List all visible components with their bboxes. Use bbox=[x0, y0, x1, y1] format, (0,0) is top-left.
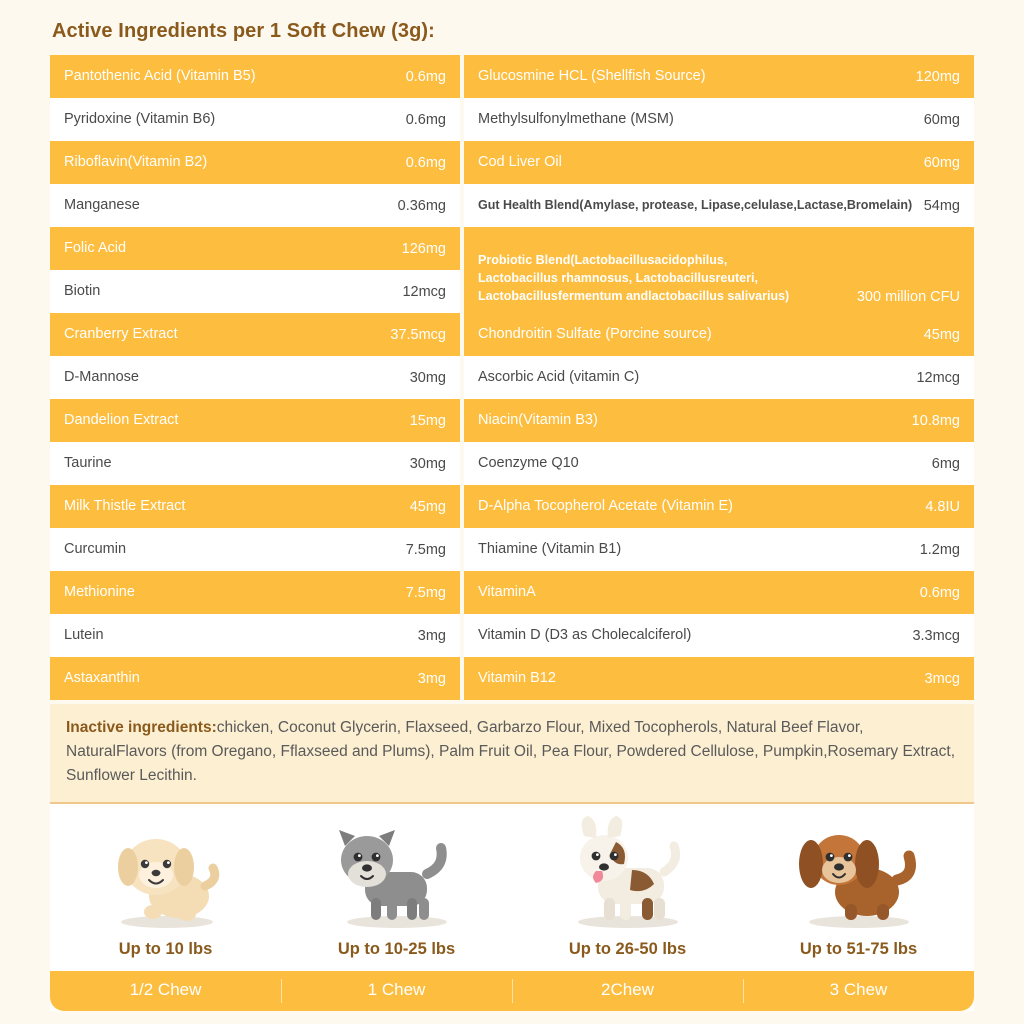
ingredient-name: Dandelion Extract bbox=[64, 412, 179, 429]
dog-size-cell bbox=[743, 812, 974, 965]
page-title: Active Ingredients per 1 Soft Chew (3g): bbox=[52, 20, 435, 42]
ingredient-name: Vitamin B12 bbox=[478, 670, 556, 687]
dose-row bbox=[50, 971, 974, 1011]
ingredient-amount: 3.3mcg bbox=[912, 627, 960, 644]
ingredient-row bbox=[50, 614, 460, 657]
ingredient-row bbox=[464, 313, 974, 356]
ingredient-name: Astaxanthin bbox=[64, 670, 140, 687]
ingredient-name: Cod Liver Oil bbox=[478, 154, 562, 171]
ingredient-amount: 12mcg bbox=[916, 369, 960, 386]
ingredient-row bbox=[464, 614, 974, 657]
ingredient-amount: 30mg bbox=[409, 455, 446, 472]
ingredient-row bbox=[50, 55, 460, 98]
inactive-ingredients-text: chicken, Coconut Glycerin, Flaxseed, Garbarzo Flour, Mixed Tocopherols, Natural Beef Flavor, NaturalFlavors (from Oregano, Fflaxseed and Plums), Palm Fruit Oil, Pea Flour, Powdered Cellulose, Pumpkin,Rosemary Extract, Sunflower Lecithin. bbox=[66, 719, 955, 785]
ingredient-name: D-Alpha Tocopherol Acetate (Vitamin E) bbox=[478, 498, 733, 515]
dog-size-cell bbox=[512, 812, 743, 965]
ingredient-name: Thiamine (Vitamin B1) bbox=[478, 541, 622, 558]
ingredient-amount: 0.6mg bbox=[405, 68, 446, 85]
cream-puppy-icon bbox=[101, 812, 231, 930]
ingredient-name: Vitamin D (D3 as Cholecalciferol) bbox=[478, 627, 692, 644]
ingredient-row bbox=[464, 399, 974, 442]
ingredient-amount: 7.5mg bbox=[405, 584, 446, 601]
ingredient-row bbox=[464, 485, 974, 528]
dog-weight-label: Up to 51-75 lbs bbox=[799, 940, 918, 959]
dog-illustrations-row bbox=[50, 812, 974, 965]
ingredient-amount: 12mcg bbox=[402, 283, 446, 300]
ingredient-amount: 0.6mg bbox=[919, 584, 960, 601]
ingredient-row bbox=[50, 528, 460, 571]
ingredient-row bbox=[464, 657, 974, 700]
ingredient-amount: 120mg bbox=[915, 68, 960, 85]
ingredient-amount: 30mg bbox=[409, 369, 446, 386]
ingredient-row bbox=[464, 528, 974, 571]
ingredient-name: Methylsulfonylmethane (MSM) bbox=[478, 111, 674, 128]
ingredient-name: Glucosmine HCL (Shellfish Source) bbox=[478, 68, 706, 85]
ingredient-amount: 126mg bbox=[401, 240, 446, 257]
ingredient-row bbox=[50, 442, 460, 485]
ingredient-name: Chondroitin Sulfate (Porcine source) bbox=[478, 326, 712, 343]
ingredient-row bbox=[464, 98, 974, 141]
ingredient-name: Gut Health Blend(Amylase, protease, Lipase,celulase,Lactase,Bromelain) bbox=[478, 197, 913, 212]
ingredient-row bbox=[50, 270, 460, 313]
ingredient-name: Niacin(Vitamin B3) bbox=[478, 412, 598, 429]
dose-label: 3 Chew bbox=[743, 971, 974, 1011]
ingredient-amount: 3mcg bbox=[924, 670, 960, 687]
ingredient-row bbox=[464, 442, 974, 485]
cream-puppy-icon bbox=[101, 812, 231, 930]
ingredient-name: D-Mannose bbox=[64, 369, 139, 386]
ingredient-row bbox=[464, 571, 974, 614]
ingredient-row bbox=[50, 657, 460, 700]
inactive-ingredients bbox=[50, 704, 974, 804]
ingredient-row bbox=[50, 571, 460, 614]
grey-schnauzer-icon bbox=[327, 812, 467, 930]
dog-weight-label: Up to 10 lbs bbox=[118, 940, 213, 959]
ingredient-amount: 37.5mcg bbox=[390, 326, 446, 343]
ingredient-amount: 3mg bbox=[417, 670, 446, 687]
ingredient-row bbox=[50, 184, 460, 227]
ingredient-amount: 300 million CFU bbox=[856, 289, 960, 305]
dose-label: 1/2 Chew bbox=[129, 980, 202, 1000]
ingredient-name: Pyridoxine (Vitamin B6) bbox=[64, 111, 216, 128]
ingredient-amount: 7.5mg bbox=[405, 541, 446, 558]
ingredient-row bbox=[464, 184, 974, 227]
ingredient-name: Ascorbic Acid (vitamin C) bbox=[478, 369, 640, 386]
dog-size-cell bbox=[281, 812, 512, 965]
ingredient-name: Curcumin bbox=[64, 541, 127, 558]
ingredient-amount: 60mg bbox=[923, 111, 960, 128]
dose-label: 1 Chew bbox=[281, 971, 512, 1011]
ingredient-amount: 6mg bbox=[931, 455, 960, 472]
ingredient-row bbox=[464, 356, 974, 399]
ingredient-amount: 54mg bbox=[923, 197, 960, 214]
ingredient-name: Probiotic Blend(Lactobacillusacidophilus, Lactobacillus rhamnosus, Lactobacillusreuteri, Lactobacillusfermentum andlactobacillus salivarius) bbox=[478, 252, 790, 303]
ingredient-row bbox=[464, 55, 974, 98]
ingredient-row bbox=[50, 399, 460, 442]
ingredient-column-right bbox=[464, 55, 974, 700]
ingredient-name: VitaminA bbox=[478, 584, 536, 601]
ingredient-name: Coenzyme Q10 bbox=[478, 455, 579, 472]
inactive-ingredients-label: Inactive ingredients: bbox=[66, 719, 217, 736]
ingredient-row bbox=[50, 98, 460, 141]
ingredient-name: Folic Acid bbox=[64, 240, 127, 257]
ingredient-table bbox=[50, 55, 974, 700]
ingredient-row bbox=[464, 141, 974, 184]
dose-label: 2Chew bbox=[512, 971, 743, 1011]
dosage-size-chart bbox=[50, 804, 974, 1011]
ingredient-column-left bbox=[50, 55, 460, 700]
ingredient-amount: 45mg bbox=[923, 326, 960, 343]
ingredient-amount: 15mg bbox=[409, 412, 446, 429]
ingredient-name: Methionine bbox=[64, 584, 135, 601]
ingredient-amount: 0.36mg bbox=[397, 197, 446, 214]
ingredient-row bbox=[50, 485, 460, 528]
ingredient-row bbox=[50, 356, 460, 399]
white-brown-terrier-icon bbox=[558, 812, 698, 930]
ingredient-amount: 3mg bbox=[417, 627, 446, 644]
grey-schnauzer-icon bbox=[327, 812, 467, 930]
ingredient-name: Milk Thistle Extract bbox=[64, 498, 186, 515]
dog-weight-label: Up to 26-50 lbs bbox=[568, 940, 687, 959]
ingredient-amount: 45mg bbox=[409, 498, 446, 515]
white-brown-terrier-icon bbox=[558, 812, 698, 930]
ingredient-amount: 0.6mg bbox=[405, 111, 446, 128]
ingredient-row bbox=[50, 227, 460, 270]
ingredient-amount: 60mg bbox=[923, 154, 960, 171]
dog-size-cell bbox=[50, 812, 281, 965]
ingredient-name: Cranberry Extract bbox=[64, 326, 178, 343]
ingredient-amount: 0.6mg bbox=[405, 154, 446, 171]
ingredient-name: Riboflavin(Vitamin B2) bbox=[64, 154, 208, 171]
ingredient-name: Taurine bbox=[64, 455, 112, 472]
brown-spaniel-icon bbox=[789, 812, 929, 930]
ingredient-row bbox=[50, 141, 460, 184]
ingredient-name: Pantothenic Acid (Vitamin B5) bbox=[64, 68, 256, 85]
ingredient-amount: 10.8mg bbox=[911, 412, 960, 429]
ingredient-amount: 1.2mg bbox=[919, 541, 960, 558]
ingredient-name: Manganese bbox=[64, 197, 140, 214]
ingredient-name: Biotin bbox=[64, 283, 101, 300]
ingredient-amount: 4.8IU bbox=[925, 498, 960, 515]
ingredient-row bbox=[50, 313, 460, 356]
ingredient-row bbox=[464, 227, 974, 313]
brown-spaniel-icon bbox=[789, 812, 929, 930]
dog-weight-label: Up to 10-25 lbs bbox=[337, 940, 456, 959]
ingredient-name: Lutein bbox=[64, 627, 104, 644]
